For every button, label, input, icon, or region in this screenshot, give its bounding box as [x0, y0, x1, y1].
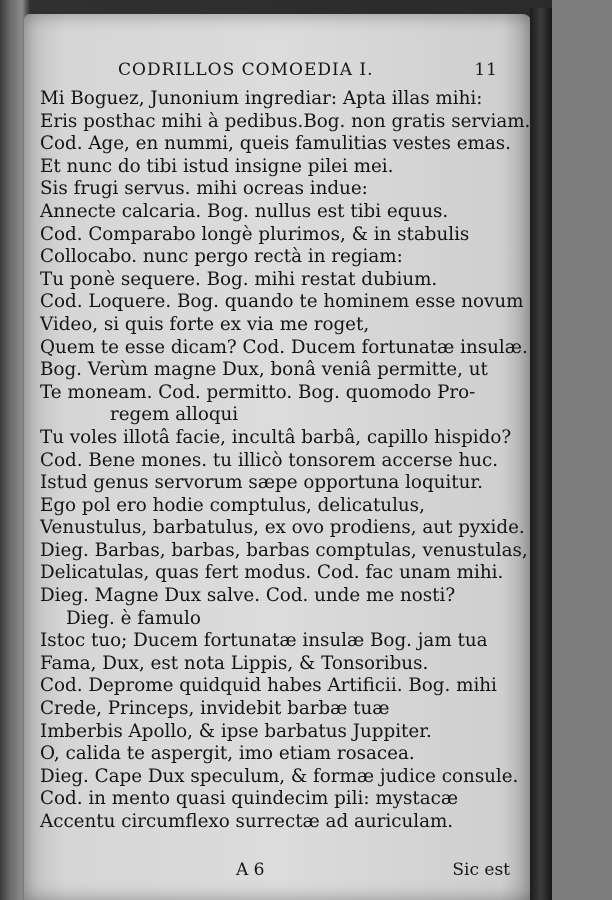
text-line: Cod. in mento quasi quindecim pili: mystacæ — [40, 788, 459, 810]
text-line: Dieg. Cape Dux speculum, & formæ judice consule. — [40, 765, 519, 787]
text-line: Istud genus servorum sæpe opportuna loquitur. — [40, 472, 483, 494]
text-line: Sis frugi servus. mihi ocreas indue: — [40, 178, 368, 200]
background-surface — [552, 0, 612, 900]
text-line: Accentu circumflexo surrectæ ad auriculam. — [40, 811, 454, 832]
page-footer — [40, 860, 510, 884]
text-line: Fama, Dux, est nota Lippis, & Tonsoribus. — [40, 652, 429, 674]
signature-mark: A 6 — [236, 860, 265, 880]
text-line: Imberbis Apollo, & ipse barbatus Juppiter. — [40, 720, 432, 742]
page-edge — [530, 8, 552, 900]
text-line: Tu voles illotâ facie, incultâ barbâ, capillo hispido? — [40, 426, 512, 448]
text-line: Istoc tuo; Ducem fortunatæ insulæ Bog. jam tua — [40, 630, 488, 652]
text-line: Annecte calcaria. Bog. nullus est tibi equus. — [40, 200, 449, 222]
text-line: Collocabo. nunc pergo rectà in regiam: — [40, 246, 403, 268]
text-line: Cod. Bene mones. tu illicò tonsorem accerse huc. — [40, 449, 499, 471]
text-line: Et nunc do tibi istud insigne pilei mei. — [40, 155, 394, 177]
page-number: 11 — [474, 60, 498, 80]
text-line: Quem te esse dicam? Cod. Ducem fortunatæ insulæ. — [40, 336, 528, 358]
text-line: Te moneam. Cod. permitto. Bog. quomodo Pro- — [40, 381, 476, 403]
catchword: Sic est — [452, 860, 510, 880]
text-line: Dieg. Magne Dux salve. Cod. unde me nosti? — [40, 585, 456, 607]
text-line: Dieg. Barbas, barbas, barbas comptulas, venustulas, — [40, 539, 528, 561]
running-header — [118, 60, 498, 86]
text-line: Eris posthac mihi à pedibus.Bog. non gratis serviam. — [40, 110, 531, 132]
text-line: Cod. Loquere. Bog. quando te hominem esse novum — [40, 291, 524, 313]
text-line: O, calida te aspergit, imo etiam rosacea. — [40, 743, 415, 765]
text-line: Tu ponè sequere. Bog. mihi restat dubium. — [40, 268, 438, 290]
text-line: Delicatulas, quas fert modus. Cod. fac unam mihi. — [40, 562, 504, 584]
text-line: Dieg. è famulo — [66, 607, 201, 629]
text-line: Mi Boguez, Junonium ingrediar: Apta illas mihi: — [40, 88, 483, 109]
text-line: Cod. Comparabo longè plurimos, & in stabulis — [40, 223, 470, 245]
text-line: Crede, Princeps, invidebit barbæ tuæ — [40, 698, 390, 720]
text-body — [40, 88, 531, 834]
text-line: Video, si quis forte ex via me roget, — [40, 313, 370, 335]
text-line: Ego pol ero hodie comptulus, delicatulus, — [40, 494, 425, 516]
text-line: Cod. Deprome quidquid habes Artificii. Bog. mihi — [40, 675, 497, 697]
running-title: CODRILLOS COMOEDIA I. — [118, 60, 374, 80]
text-line: regem alloqui — [110, 404, 239, 426]
text-line: Cod. Age, en nummi, queis famulitias vestes emas. — [40, 133, 511, 155]
text-line: Bog. Verùm magne Dux, bonâ veniâ permitte, ut — [40, 359, 488, 381]
text-line: Venustulus, barbatulus, ex ovo prodiens, aut pyxide. — [40, 517, 525, 539]
